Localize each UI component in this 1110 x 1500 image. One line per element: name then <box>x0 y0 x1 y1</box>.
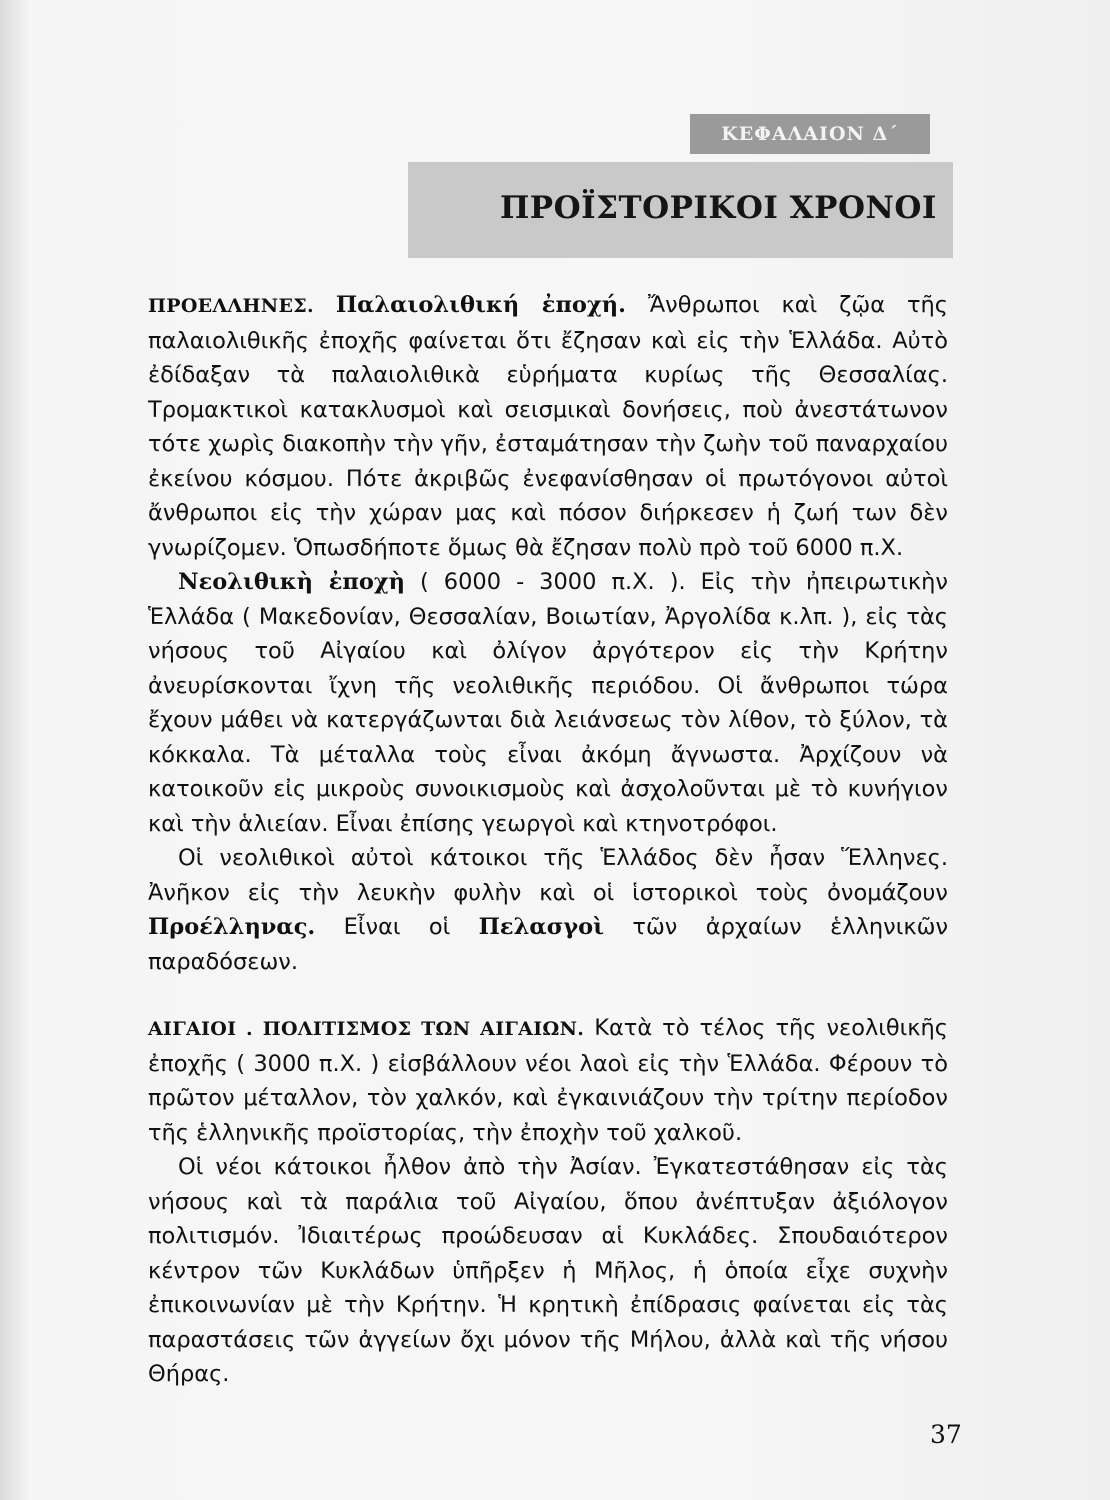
text-cyclades: Οἱ νέοι κάτοικοι ἦλθον ἀπὸ τὴν Ἀσίαν. Ἐγκατεστάθησαν εἰς τὰς νήσους καὶ τὰ παράλια τοῦ Αἰγαίου, ὅπου ἀνέπτυξαν ἀξιόλογον πολιτισμόν. Ἰδιαιτέρως προώδευσαν αἱ Κυκλάδες. Σπουδαιότερον κέντρον τῶν Κυκλάδων ὑπῆρξεν ἡ Μῆλος, ἡ ὁποία εἶχε συχνὴν ἐπικοινωνίαν μὲ τὴν Κρήτην. Ἡ κρητικὴ ἐπίδρασις φαίνεται εἰς τὰς παραστάσεις τῶν ἀγγείων ὄχι μόνον τῆς Μήλου, ἀλλὰ καὶ τῆς νήσου Θήρας. <box>148 1154 948 1387</box>
paragraph-aegean <box>148 1011 948 1150</box>
text-paleolithic: Ἄνθρωποι καὶ ζῷα τῆς παλαιολιθικῆς ἐποχῆς φαίνεται ὅτι ἔζησαν καὶ εἰς τὴν Ἑλλάδα. Αὐτὸ ἐδίδαξαν τὰ παλαιολιθικὰ εὑρήματα κυρίως τῆς Θεσσαλίας. Τρομακτικοὶ κατακλυσμοὶ καὶ σεισμικαὶ δονήσεις, ποὺ ἀνεστάτωνον τότε χωρὶς διακοπὴν τὴν γῆν, ἐσταμάτησαν τὴν ζωὴν τοῦ παναρχαίου ἐκείνου κόσμου. Πότε ἀκριβῶς ἐνεφανίσθησαν οἱ πρωτόγονοι αὐτοὶ ἄνθρωποι εἰς τὴν χώραν μας καὶ πόσον διήρκεσεν ἡ ζωή των δὲν γνωρίζομεν. Ὁπωσδήποτε ὅμως θὰ ἔζησαν πολὺ πρὸ τοῦ 6000 π.Χ. <box>148 292 948 561</box>
text-prehellenes-2: Εἶναι οἱ <box>343 914 451 940</box>
text-prehellenes-3: τῶν ἀρχαίων ἑλληνικῶν παραδόσεων. <box>148 914 949 975</box>
chapter-label: ΚΕΦΑΛΑΙΟΝ Δ΄ <box>690 114 930 154</box>
chapter-title: ΠΡΟΪΣΤΟΡΙΚΟΙ ΧΡΟΝΟΙ <box>500 190 937 226</box>
paragraph-cyclades <box>148 1150 948 1392</box>
text-aegean: Κατὰ τὸ τέλος τῆς νεολιθικῆς ἐποχῆς ( 3000 π.Χ. ) εἰσβάλλουν νέοι λαοὶ εἰς τὴν Ἑλλάδα. Φέρουν τὸ πρῶτον μέταλλον, τὸν χαλκόν, καὶ ἐγκαινιάζουν τὴν τρίτην περίοδον τῆς ἑλληνικῆς προϊστορίας, τὴν ἐποχὴν τοῦ χαλκοῦ. <box>148 1015 948 1146</box>
paragraph-neolithic <box>148 565 948 841</box>
paragraph-prehellenes <box>148 841 948 979</box>
term-prehellenes: Προέλληνας. <box>148 914 316 940</box>
page-number: 37 <box>930 1420 962 1449</box>
paragraph-paleolithic <box>148 288 948 565</box>
subheading-paleolithic: Παλαιολιθική ἐποχή. <box>335 292 626 318</box>
section-heading-aegean: ΑΙΓΑΙΟΙ . ΠΟΛΙΤΙΣΜΟΣ ΤΩΝ ΑΙΓΑΙΩΝ. <box>148 1018 585 1040</box>
section-heading-prehellenes: ΠΡΟΕΛΛΗΝΕΣ. <box>148 295 314 317</box>
subheading-neolithic: Νεολιθικὴ ἐποχὴ <box>178 569 406 595</box>
text-neolithic: ( 6000 - 3000 π.Χ. ). Εἰς τὴν ἠπειρωτικὴν Ἑλλάδα ( Μακεδονίαν, Θεσσαλίαν, Βοιωτίαν, Ἀργολίδα κ.λπ. ), εἰς τὰς νήσους τοῦ Αἰγαίου καὶ ὀλίγον ἀργότερον εἰς τὴν Κρήτην ἀνευρίσκονται ἴχνη τῆς νεολιθικῆς περιόδου. Οἱ ἄνθρωποι τώρα ἔχουν μάθει νὰ κατεργάζωνται διὰ λειάνσεως τὸν λίθον, τὸ ξύλον, τὰ κόκκαλα. Τὰ μέταλλα τοὺς εἶναι ἀκόμη ἄγνωστα. Ἀρχίζουν νὰ κατοικοῦν εἰς μικροὺς συνοικισμοὺς καὶ ἀσχολοῦνται μὲ τὸ κυνήγιον καὶ τὴν ἁλιείαν. Εἶναι ἐπίσης γεωργοὶ καὶ κτηνοτρόφοι. <box>148 569 948 837</box>
text-prehellenes-1: Οἱ νεολιθικοὶ αὐτοὶ κάτοικοι τῆς Ἑλλάδος δὲν ἦσαν Ἕλληνες. Ἀνῆκον εἰς τὴν λευκὴν φυλὴν καὶ οἱ ἱστορικοὶ τοὺς ὀνομάζουν <box>148 845 948 906</box>
term-pelasgians: Πελασγοὶ <box>478 914 605 940</box>
body-text <box>148 288 948 1392</box>
